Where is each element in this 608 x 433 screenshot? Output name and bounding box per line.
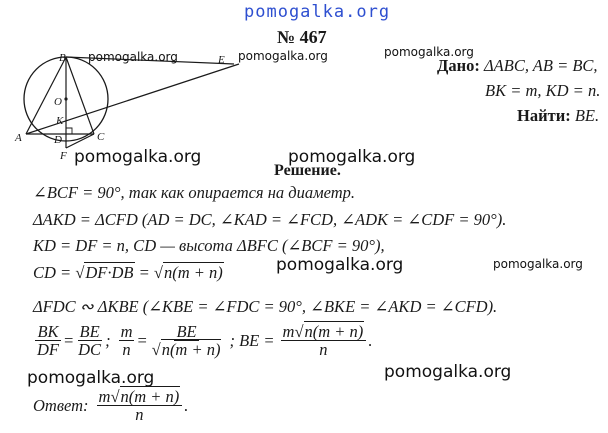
label-e: E	[218, 54, 225, 66]
cd-expr-eq: =	[134, 263, 154, 282]
label-k: K	[56, 115, 64, 127]
side-bc	[66, 57, 94, 134]
label-f: F	[60, 150, 67, 162]
watermark-top: pomogalka.org	[244, 2, 391, 22]
label-c: C	[97, 131, 105, 143]
center-point	[64, 97, 67, 100]
right-angle-mark	[66, 128, 72, 134]
find-value: BE.	[574, 106, 600, 125]
label-b: B	[59, 52, 66, 64]
problem-number: № 467	[277, 27, 327, 47]
geometry-figure	[14, 52, 244, 162]
given-label: Дано	[437, 56, 475, 75]
solution-line-1: ∠BCF = 90°, так как опирается на диаметр.	[33, 183, 356, 202]
watermark-small: pomogalka.org	[238, 49, 328, 63]
radicand-df-db: DF·DB	[85, 263, 134, 282]
fraction-result: $\frac{m√n(m + n)}{n}$	[281, 324, 367, 357]
solution-title: Решение.	[274, 162, 341, 179]
find-line: Найти: BE.	[517, 106, 600, 125]
answer-line: Ответ: $\frac{m√n(m + n)}{n}$ .	[33, 387, 189, 424]
solution-line-2: ΔAKD = ΔCFD (AD = DC, ∠KAD = ∠FCD, ∠ADK = ∠CDF = 90°).	[33, 210, 507, 229]
given-text-1: ΔABC, AB = BC,	[483, 56, 598, 75]
tangent-line-be	[66, 57, 234, 64]
radicand-n-mn: n(m + n)	[163, 263, 223, 282]
watermark-large: pomogalka.org	[276, 255, 404, 275]
watermark-large: pomogalka.org	[288, 147, 416, 167]
label-d: D	[54, 134, 62, 146]
watermark-small: pomogalka.org	[493, 257, 583, 271]
watermark-large: pomogalka.org	[27, 368, 155, 388]
fraction-bk-df: $\frac{BK}{DF}$	[37, 322, 59, 359]
watermark-large: pomogalka.org	[384, 362, 512, 382]
label-o: O	[54, 96, 62, 108]
cd-expr-start: CD =	[33, 263, 76, 282]
solution-line-3: KD = DF = n, CD — высота ΔBFC (∠BCF = 90°),	[33, 236, 385, 255]
fraction-m-n: $\frac{m}{n}$	[120, 322, 133, 359]
watermark-large: pomogalka.org	[74, 147, 202, 167]
given-line-1: Дано: ΔABC, AB = BC,	[437, 56, 598, 75]
watermark-small: pomogalka.org	[384, 45, 474, 59]
given-line-2: BK = m, KD = n.	[485, 81, 601, 100]
label-a: A	[15, 132, 22, 144]
solution-line-4: CD = √DF·DB = √n(m + n)	[33, 263, 223, 282]
fraction-be-sqrt: $\frac{BE}{√n(m + n)}$	[151, 322, 221, 359]
fraction-be-dc: $\frac{BE}{DC}$	[78, 322, 102, 359]
answer-label: Ответ:	[33, 395, 89, 415]
find-label: Найти	[517, 106, 566, 125]
watermark-small: pomogalka.org	[88, 50, 178, 64]
solution-line-6: $\frac{BK}{DF}$ = $\frac{BE}{DC}$ ; $\frac{m}{n}$ = $\frac{BE}{√n(m + n)}$ ; BE = $\frac{m√n(m + n)}{n}$ .	[37, 322, 373, 359]
answer-fraction: $\frac{m√n(m + n)}{n}$	[97, 389, 183, 422]
solution-line-5: ΔFDC ∾ ΔKBE (∠KBE = ∠FDC = 90°, ∠BKE = ∠AKD = ∠CFD).	[33, 297, 498, 316]
